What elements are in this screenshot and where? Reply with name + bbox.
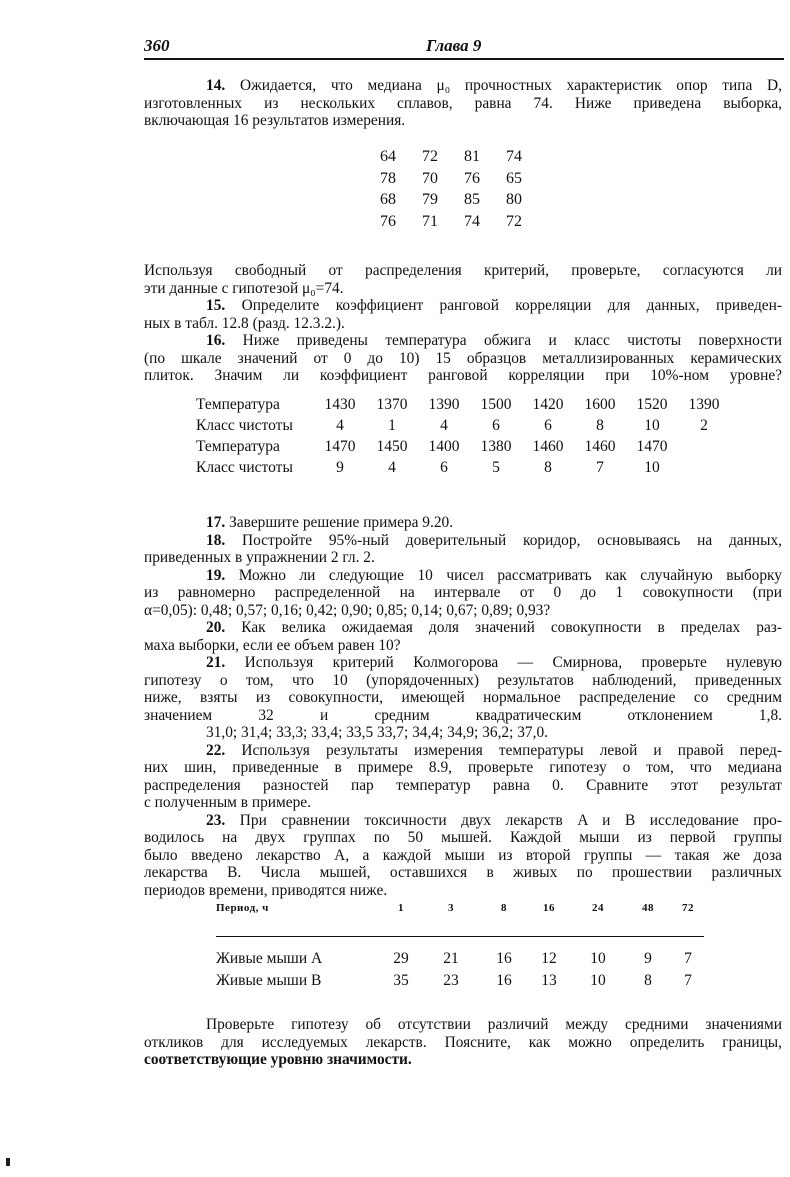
table-cell: 4 [388,459,396,476]
table-cell: 16 [496,972,512,989]
grid-cell: 76 [464,169,480,187]
text-line: ниже, взяты из совокупности, имеющей нормальное распределение со средним [144,689,782,706]
period-cell: 1 [398,902,404,914]
table-cell: 4 [336,417,344,434]
grid-cell: 70 [422,169,438,187]
text-line: изготовленных из нескольких сплавов, равна 74. Ниже приведена выборка, [144,94,782,112]
exercise-16 [144,332,782,385]
text-line: приведенных в упражнении 2 гл. 2. [144,549,375,566]
table-cell: 10 [590,950,606,967]
scan-mark [6,1158,10,1166]
table-cell: 10 [644,459,660,476]
grid-cell: 64 [380,148,396,165]
temperature-table [196,396,756,480]
table-cell: 1500 [480,396,512,413]
table-cell: 1420 [532,396,564,413]
table-row [196,459,756,480]
row-label: Живые мыши B [216,972,322,989]
grid-row [380,146,548,168]
grid-cell: 71 [422,212,438,230]
grid-cell: 74 [506,148,522,165]
table-cell: 1460 [584,438,616,455]
table-cell: 1430 [324,396,356,413]
table-cell: 1600 [584,396,616,413]
text-line: было введено лекарство A, а каждой мыши из второй группы — такая же доза [144,846,782,864]
period-cell: 72 [682,902,694,914]
header-label: Период, ч [216,902,269,914]
text-line: 17. Завершите решение примера 9.20. [206,514,454,531]
grid-cell: 76 [380,212,396,230]
text-line: из равномерно распределенной на интервале от 0 до 1 совокупности (при [144,584,782,601]
table-cell: 21 [443,950,459,967]
table-row [216,972,706,994]
text-line: 19. Можно ли следующие 10 чисел рассматривать как случайную выборку [206,566,782,584]
period-cell: 3 [448,902,454,914]
text-line: 15. Определите коэффициент ранговой корреляции для данных, приведен- [206,297,782,314]
table-cell: 9 [336,459,344,476]
exercise-14-question [144,262,782,297]
row-label: Живые мыши A [216,950,323,967]
grid-cell: 74 [464,212,480,230]
table-cell: 13 [541,972,557,989]
table-cell: 1390 [428,396,460,413]
chapter-title: Глава 9 [426,36,482,55]
table-row [196,438,756,459]
table-cell: 1470 [324,438,356,455]
text-line: периодов времени, приводятся ниже. [144,881,388,899]
text-line: 14. Ожидается, что медиана μ₀ прочностных характеристик опор типа D, [206,77,782,94]
text-line: 21. Используя критерий Колмогорова — Смирнова, проверьте нулевую [206,654,782,671]
text-line: 16. Ниже приведены температура обжига и класс чистоты поверхности [206,332,782,349]
table-cell: 1520 [636,396,668,413]
table-cell: 6 [492,417,500,434]
table-row [196,417,756,438]
table-cell: 23 [443,972,459,989]
table-cell: 6 [544,417,552,434]
table-cell: 1 [388,417,396,434]
text-line: α=0,05): 0,48; 0,57; 0,16; 0,42; 0,90; 0,85; 0,14; 0,67; 0,89; 0,93? [144,601,551,619]
table-cell: 16 [496,950,512,967]
table-cell: 12 [541,950,557,967]
grid-cell: 68 [380,191,396,208]
grid-cell: 72 [422,148,438,165]
table-cell: 7 [684,950,692,967]
table-cell: 8 [596,417,604,434]
row-label: Температура [196,396,280,413]
table-cell: 1470 [636,438,668,455]
table-cell: 29 [393,950,409,967]
page-number: 360 [144,36,170,55]
exercise-15 [144,297,782,332]
table-cell: 4 [440,417,448,434]
text-line: них шин, приведенные в примере 8.9, проверьте гипотезу о том, что медиана [144,759,782,776]
text-line: эти данные с гипотезой μ₀=74. [144,279,344,297]
table-header [216,902,706,924]
grid-row [380,189,548,211]
table-row [196,396,756,417]
period-cell: 16 [543,902,555,914]
sample-grid [380,146,548,232]
table-cell: 5 [492,459,500,476]
grid-cell: 79 [422,191,438,208]
table-cell: 1380 [480,438,512,455]
text-line: откликов для исследуемых лекарств. Поясните, как можно определить границы, [144,1033,782,1051]
table-cell: 1390 [688,396,720,413]
table-cell: 2 [700,417,708,434]
text-line: водилось на двух группах по 50 мышей. Каждой мыши из первой группы [144,829,782,846]
period-cell: 8 [501,902,507,914]
period-cell: 24 [592,902,604,914]
text-line: с полученным в примере. [144,794,311,811]
table-cell: 9 [644,950,652,967]
grid-cell: 78 [380,169,396,187]
period-cell: 48 [642,902,654,914]
mice-table [216,902,706,994]
grid-cell: 81 [464,148,480,165]
grid-cell: 85 [464,191,480,208]
table-cell: 8 [544,459,552,476]
text-line: лекарства B. Числа мышей, оставшихся в живых по прошествии различных [144,864,782,881]
exercise-14 [144,77,782,130]
table-rule [216,936,704,937]
text-line: Используя свободный от распределения критерий, проверьте, согласуются ли [144,262,782,279]
text-line: распределения разностей пар температур равна 0. Сравните этот результат [144,776,782,794]
row-label: Класс чистоты [196,417,293,434]
table-row [216,950,706,972]
text-line: соответствующие уровню значимости. [144,1051,412,1068]
text-line: плиток. Значим ли коэффициент ранговой корреляции при 10%-ном уровне? [144,367,782,384]
table-cell: 1460 [532,438,564,455]
text-line: (по шкале значений от 0 до 10) 15 образцов металлизированных керамических [144,349,782,367]
text-line: гипотезу о том, что 10 (упорядоченных) результатов наблюдений, приведенных [144,671,782,689]
table-cell: 8 [644,972,652,989]
final-paragraph [144,1016,782,1069]
table-cell: 1450 [376,438,408,455]
table-cell: 7 [684,972,692,989]
text-line: 20. Как велика ожидаемая доля значений совокупности в пределах раз- [206,619,782,636]
text-line: 18. Постройте 95%-ный доверительный коридор, основываясь на данных, [206,531,782,549]
grid-cell: 80 [506,191,522,208]
text-line: Проверьте гипотезу об отсутствии различий между средними значениями [206,1016,782,1033]
row-label: Класс чистоты [196,459,293,476]
page-header [144,36,784,60]
table-cell: 35 [393,972,409,989]
table-cell: 10 [590,972,606,989]
grid-cell: 65 [506,169,522,187]
grid-row [380,168,548,190]
row-label: Температура [196,438,280,455]
text-line: значением 32 и средним квадратическим отклонением 1,8. [144,706,782,724]
table-cell: 7 [596,459,604,476]
grid-row [380,211,548,233]
grid-cell: 72 [506,212,522,230]
table-cell: 1370 [376,396,408,413]
exercises-17-23 [144,514,782,899]
text-line: ных в табл. 12.8 (разд. 12.3.2.). [144,314,345,332]
text-line: включающая 16 результатов измерения. [144,112,406,129]
table-cell: 10 [644,417,660,434]
text-line: 31,0; 31,4; 33,3; 33,4; 33,5 33,7; 34,4; 34,9; 36,2; 37,0. [206,724,549,741]
table-cell: 1400 [428,438,460,455]
text-line: 23. При сравнении токсичности двух лекарств A и B исследование про- [206,811,782,829]
table-cell: 6 [440,459,448,476]
text-line: 22. Используя результаты измерения температуры левой и правой перед- [206,741,782,759]
text-line: маха выборки, если ее объем равен 10? [144,636,401,654]
